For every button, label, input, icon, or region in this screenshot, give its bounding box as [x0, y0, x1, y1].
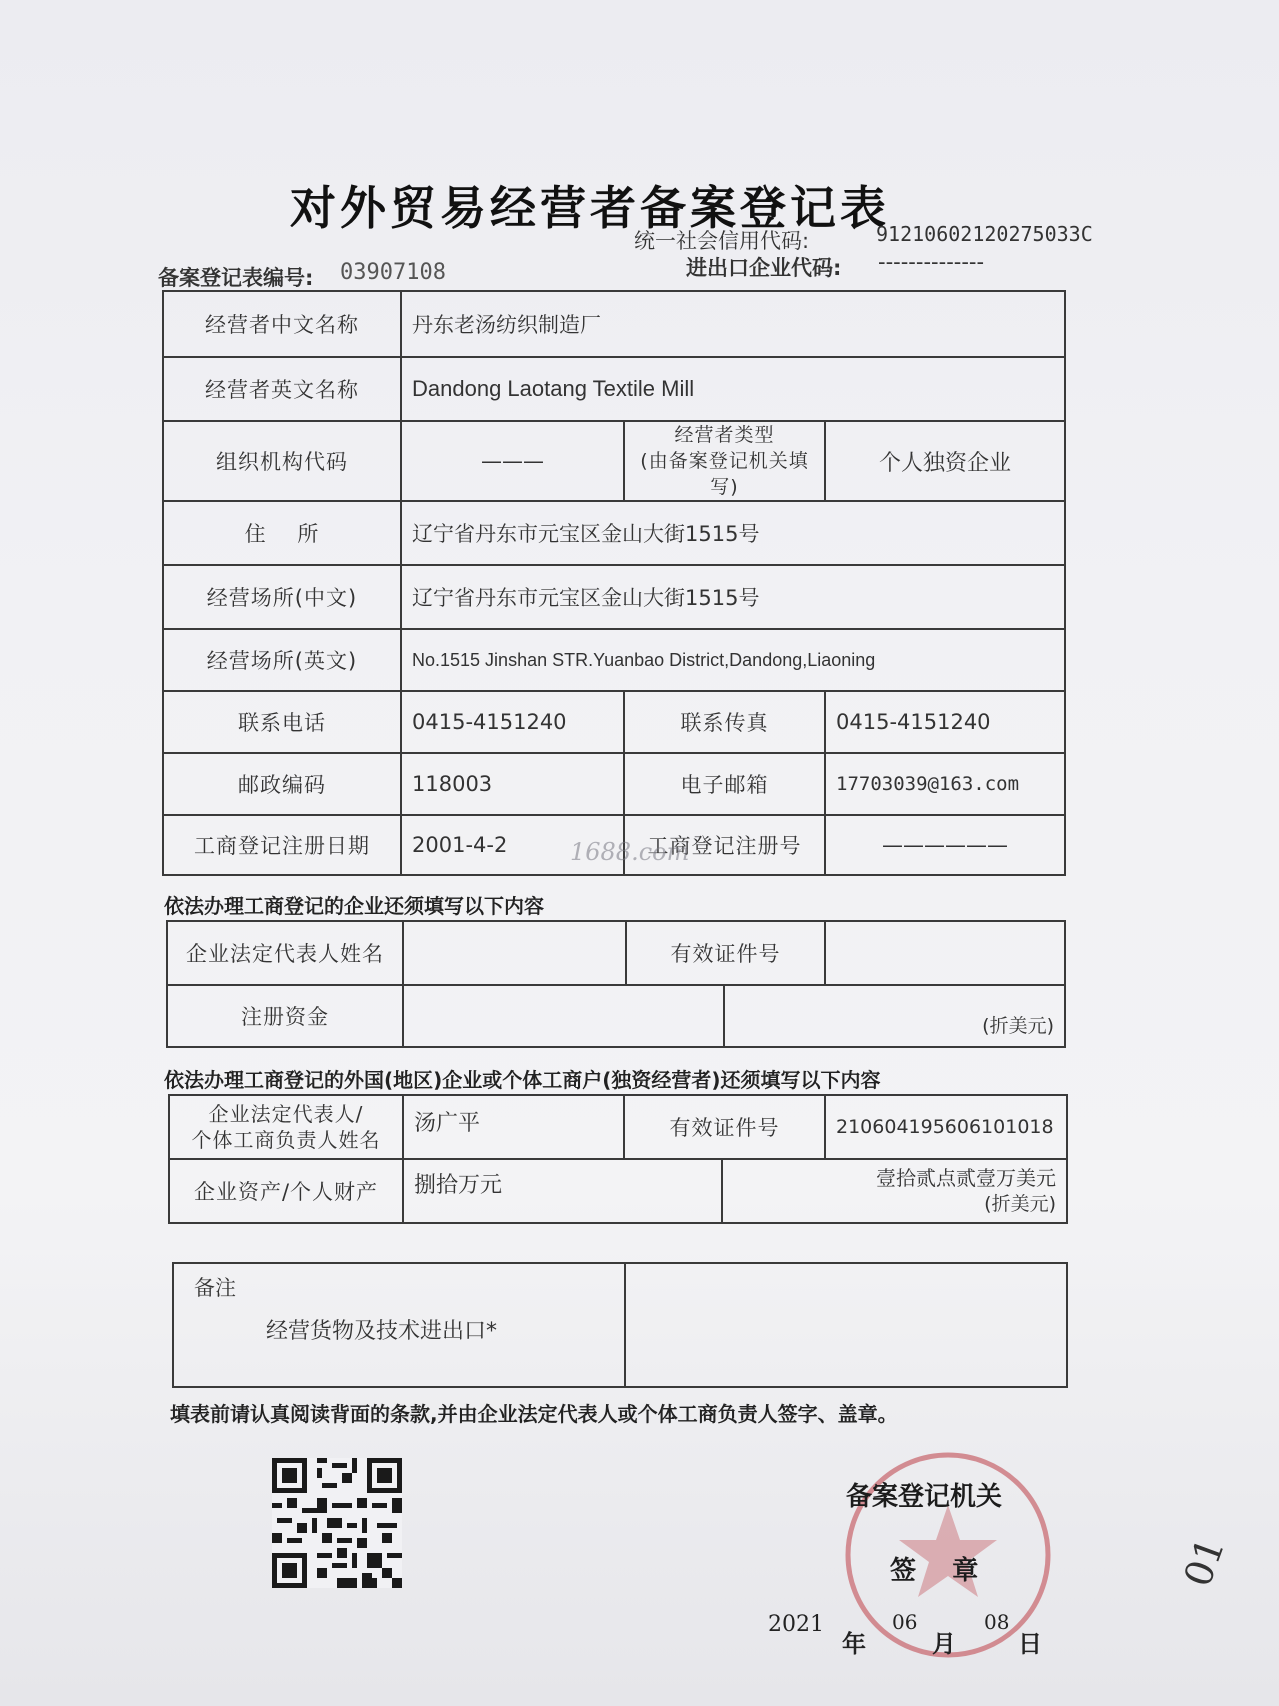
capital-label: 注册资金 [167, 985, 403, 1047]
cn-name-label: 经营者中文名称 [163, 291, 401, 357]
org-code-label: 组织机构代码 [163, 421, 401, 501]
operator-type-value: 个人独资企业 [825, 421, 1065, 501]
qr-code-icon [272, 1458, 402, 1588]
rep-label-line2: 个体工商负责人姓名 [191, 1128, 381, 1152]
reg-number-label: 工商登记注册号 [624, 815, 825, 875]
reg-date-label: 工商登记注册日期 [163, 815, 401, 875]
email-value: 17703039@163.com [825, 753, 1065, 815]
ie-code-value: -------------- [878, 250, 985, 274]
section2-heading: 依法办理工商登记的外国(地区)企业或个体工商户(独资经营者)还须填写以下内容 [164, 1068, 881, 1092]
org-code-value: ——— [401, 421, 624, 501]
assets-label: 企业资产/个人财产 [169, 1159, 403, 1223]
place-en-value: No.1515 Jinshan STR.Yuanbao District,Dandong,Liaoning [401, 629, 1065, 691]
reg-number-value: —————— [825, 815, 1065, 875]
date-month-char: 月 [932, 1630, 956, 1658]
remarks-cell [173, 1263, 625, 1387]
remarks-table [172, 1262, 1068, 1388]
remarks-empty-cell [625, 1263, 1067, 1387]
operator-type-label-line2: (由备案登记机关填写) [640, 450, 809, 498]
footnote: 填表前请认真阅读背面的条款,并由企业法定代表人或个体工商负责人签字、盖章。 [170, 1402, 898, 1426]
place-cn-label: 经营场所(中文) [163, 565, 401, 629]
id-number-value: 210604195606101018 [825, 1095, 1067, 1159]
section1-heading: 依法办理工商登记的企业还须填写以下内容 [164, 894, 544, 918]
individual-table [168, 1094, 1068, 1224]
watermark: 1688.com [570, 838, 690, 866]
enterprise-table [166, 920, 1066, 1048]
rep-label-line1: 企业法定代表人/ [208, 1102, 364, 1126]
main-info-table [162, 290, 1066, 876]
remarks-label: 备注 [194, 1276, 236, 1300]
place-cn-value: 辽宁省丹东市元宝区金山大街1515号 [401, 565, 1065, 629]
en-name-value: Dandong Laotang Textile Mill [401, 357, 1065, 421]
cn-name-value: 丹东老汤纺织制造厂 [401, 291, 1065, 357]
credit-code-value: 91210602120275033C [876, 222, 1093, 246]
date-year: 2021 [768, 1612, 824, 1637]
legal-rep-value [403, 921, 626, 985]
ie-code-label: 进出口企业代码: [686, 256, 842, 280]
assets-usd-value: 壹拾贰点贰壹万美元 [876, 1166, 1056, 1190]
phone-value: 0415-4151240 [401, 691, 624, 753]
id-label: 有效证件号 [626, 921, 825, 985]
reg-date-value: 2001-4-2 [401, 815, 624, 875]
rep-name-value: 汤广平 [403, 1095, 624, 1159]
credit-code-label: 统一社会信用代码: [634, 229, 810, 253]
handwritten-mark: 01 [1175, 1531, 1234, 1593]
reg-no-value: 03907108 [340, 260, 446, 285]
id-value [825, 921, 1065, 985]
address-value: 辽宁省丹东市元宝区金山大街1515号 [401, 501, 1065, 565]
reg-no-label: 备案登记表编号: [158, 266, 314, 290]
date-month: 06 [892, 1610, 918, 1634]
operator-type-label [624, 421, 825, 501]
assets-value: 捌拾万元 [403, 1159, 722, 1223]
legal-rep-label: 企业法定代表人姓名 [167, 921, 403, 985]
capital-usd-note: (折美元) [724, 985, 1065, 1047]
capital-value [403, 985, 724, 1047]
remarks-content: 经营货物及技术进出口* [266, 1319, 498, 1344]
fax-label: 联系传真 [624, 691, 825, 753]
zip-label: 邮政编码 [163, 753, 401, 815]
document-title: 对外贸易经营者备案登记表 [290, 181, 890, 235]
en-name-label: 经营者英文名称 [163, 357, 401, 421]
fax-value: 0415-4151240 [825, 691, 1065, 753]
assets-usd-note: (折美元) [984, 1193, 1056, 1215]
email-label: 电子邮箱 [624, 753, 825, 815]
date-year-char: 年 [842, 1630, 866, 1658]
assets-usd-cell [722, 1159, 1067, 1223]
operator-type-label-line1: 经营者类型 [674, 424, 775, 446]
id-label-2: 有效证件号 [624, 1095, 825, 1159]
seal-stamp-label: 签 章 [890, 1556, 979, 1586]
rep-label [169, 1095, 403, 1159]
address-label: 住 所 [163, 501, 401, 565]
place-en-label: 经营场所(英文) [163, 629, 401, 691]
phone-label: 联系电话 [163, 691, 401, 753]
seal-authority: 备案登记机关 [846, 1482, 1003, 1512]
zip-value: 118003 [401, 753, 624, 815]
date-day: 08 [984, 1610, 1010, 1634]
date-day-char: 日 [1018, 1630, 1042, 1658]
